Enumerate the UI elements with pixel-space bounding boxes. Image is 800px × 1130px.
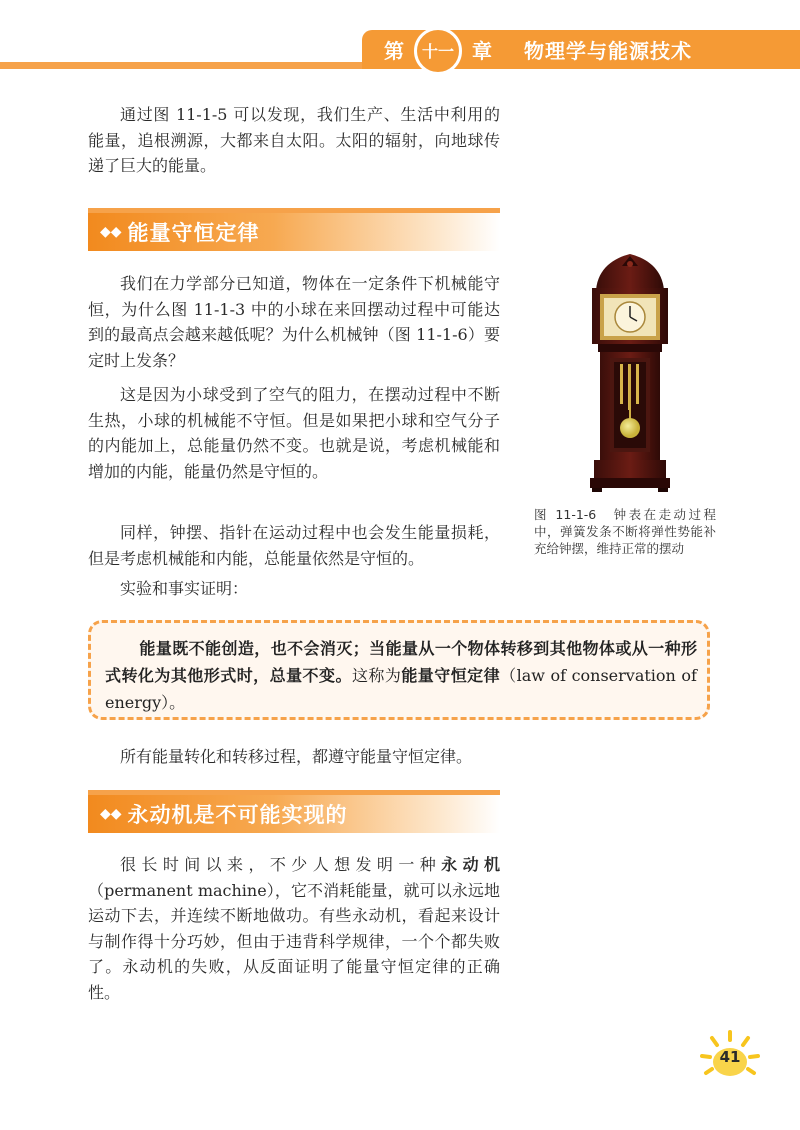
paragraph-3: 同样，钟摆、指针在运动过程中也会发生能量损耗，但是考虑机械能和内能，总能量依然是守恒的。 [88, 523, 500, 568]
law-english: （law of conservation of energy）。 [105, 666, 697, 712]
pm-term: 永动机 [441, 855, 500, 874]
diamond-bullet-icon: ◆◆ [100, 806, 122, 822]
figure-caption: 图 11-1-6 钟表在走动过程中，弹簧发条不断将弹性势能补充给钟摆，维持正常的摆动 [534, 507, 716, 556]
pm-rest: （permanent machine），它不消耗能量，就可以永远地运动下去，并连续不断地做功。有些永动机，看起来设计与制作得十分巧妙，但由于违背科学规律，一个个都失败了。永动机的失败，从反面证明了能量守恒定律的正确性。 [88, 880, 500, 1002]
after-law-paragraph: 所有能量转化和转移过程，都遵守能量守恒定律。 [120, 747, 473, 766]
section-heading-perpetual-motion [88, 790, 500, 834]
paragraph-4: 实验和事实证明： [120, 579, 249, 598]
law-bold-text: 能量既不能创造，也不会消灭；当能量从一个物体转移到其他物体或从一种形式转化为其他形式时，总量不变。 [105, 639, 697, 685]
law-name: 能量守恒定律 [401, 666, 501, 685]
diamond-bullet-icon: ◆◆ [100, 224, 122, 240]
chapter-title: 物理学与能源技术 [524, 39, 692, 63]
chapter-header [362, 30, 800, 69]
page-number: 41 [719, 1048, 741, 1066]
chapter-prefix: 第 [384, 39, 404, 63]
section-band [88, 795, 500, 833]
perpetual-motion-paragraph [88, 852, 500, 1005]
section-band [88, 213, 500, 251]
section-title: 永动机是不可能实现的 [127, 803, 348, 827]
section-heading-energy-conservation [88, 208, 500, 252]
law-statement [105, 635, 697, 716]
pm-lead: 很长时间以来，不少人想发明一种 [120, 855, 442, 874]
chapter-suffix: 章 [472, 39, 492, 63]
intro-paragraph: 通过图 11-1-5 可以发现，我们生产、生活中利用的能量，追根溯源，大都来自太阳。太阳的辐射，向地球传递了巨大的能量。 [88, 105, 500, 175]
chapter-number-badge: 十一 [414, 27, 462, 75]
paragraph-2: 这是因为小球受到了空气的阻力，在摆动过程中不断生热，小球的机械能不守恒。但是如果把小球和空气分子的内能加上，总能量仍然不变。也就是说，考虑机械能和增加的内能，能量仍然是守恒的。 [88, 385, 500, 481]
law-box [88, 620, 710, 720]
grandfather-clock-icon [574, 250, 686, 492]
paragraph-1: 我们在力学部分已知道，物体在一定条件下机械能守恒，为什么图 11-1-3 中的小球在来回摆动过程中可能达到的最高点会越来越低呢？为什么机械钟（图 11-1-6）要定时上发条？ [88, 274, 500, 370]
section-title: 能量守恒定律 [127, 221, 260, 245]
law-mid-text: 这称为 [351, 666, 402, 685]
